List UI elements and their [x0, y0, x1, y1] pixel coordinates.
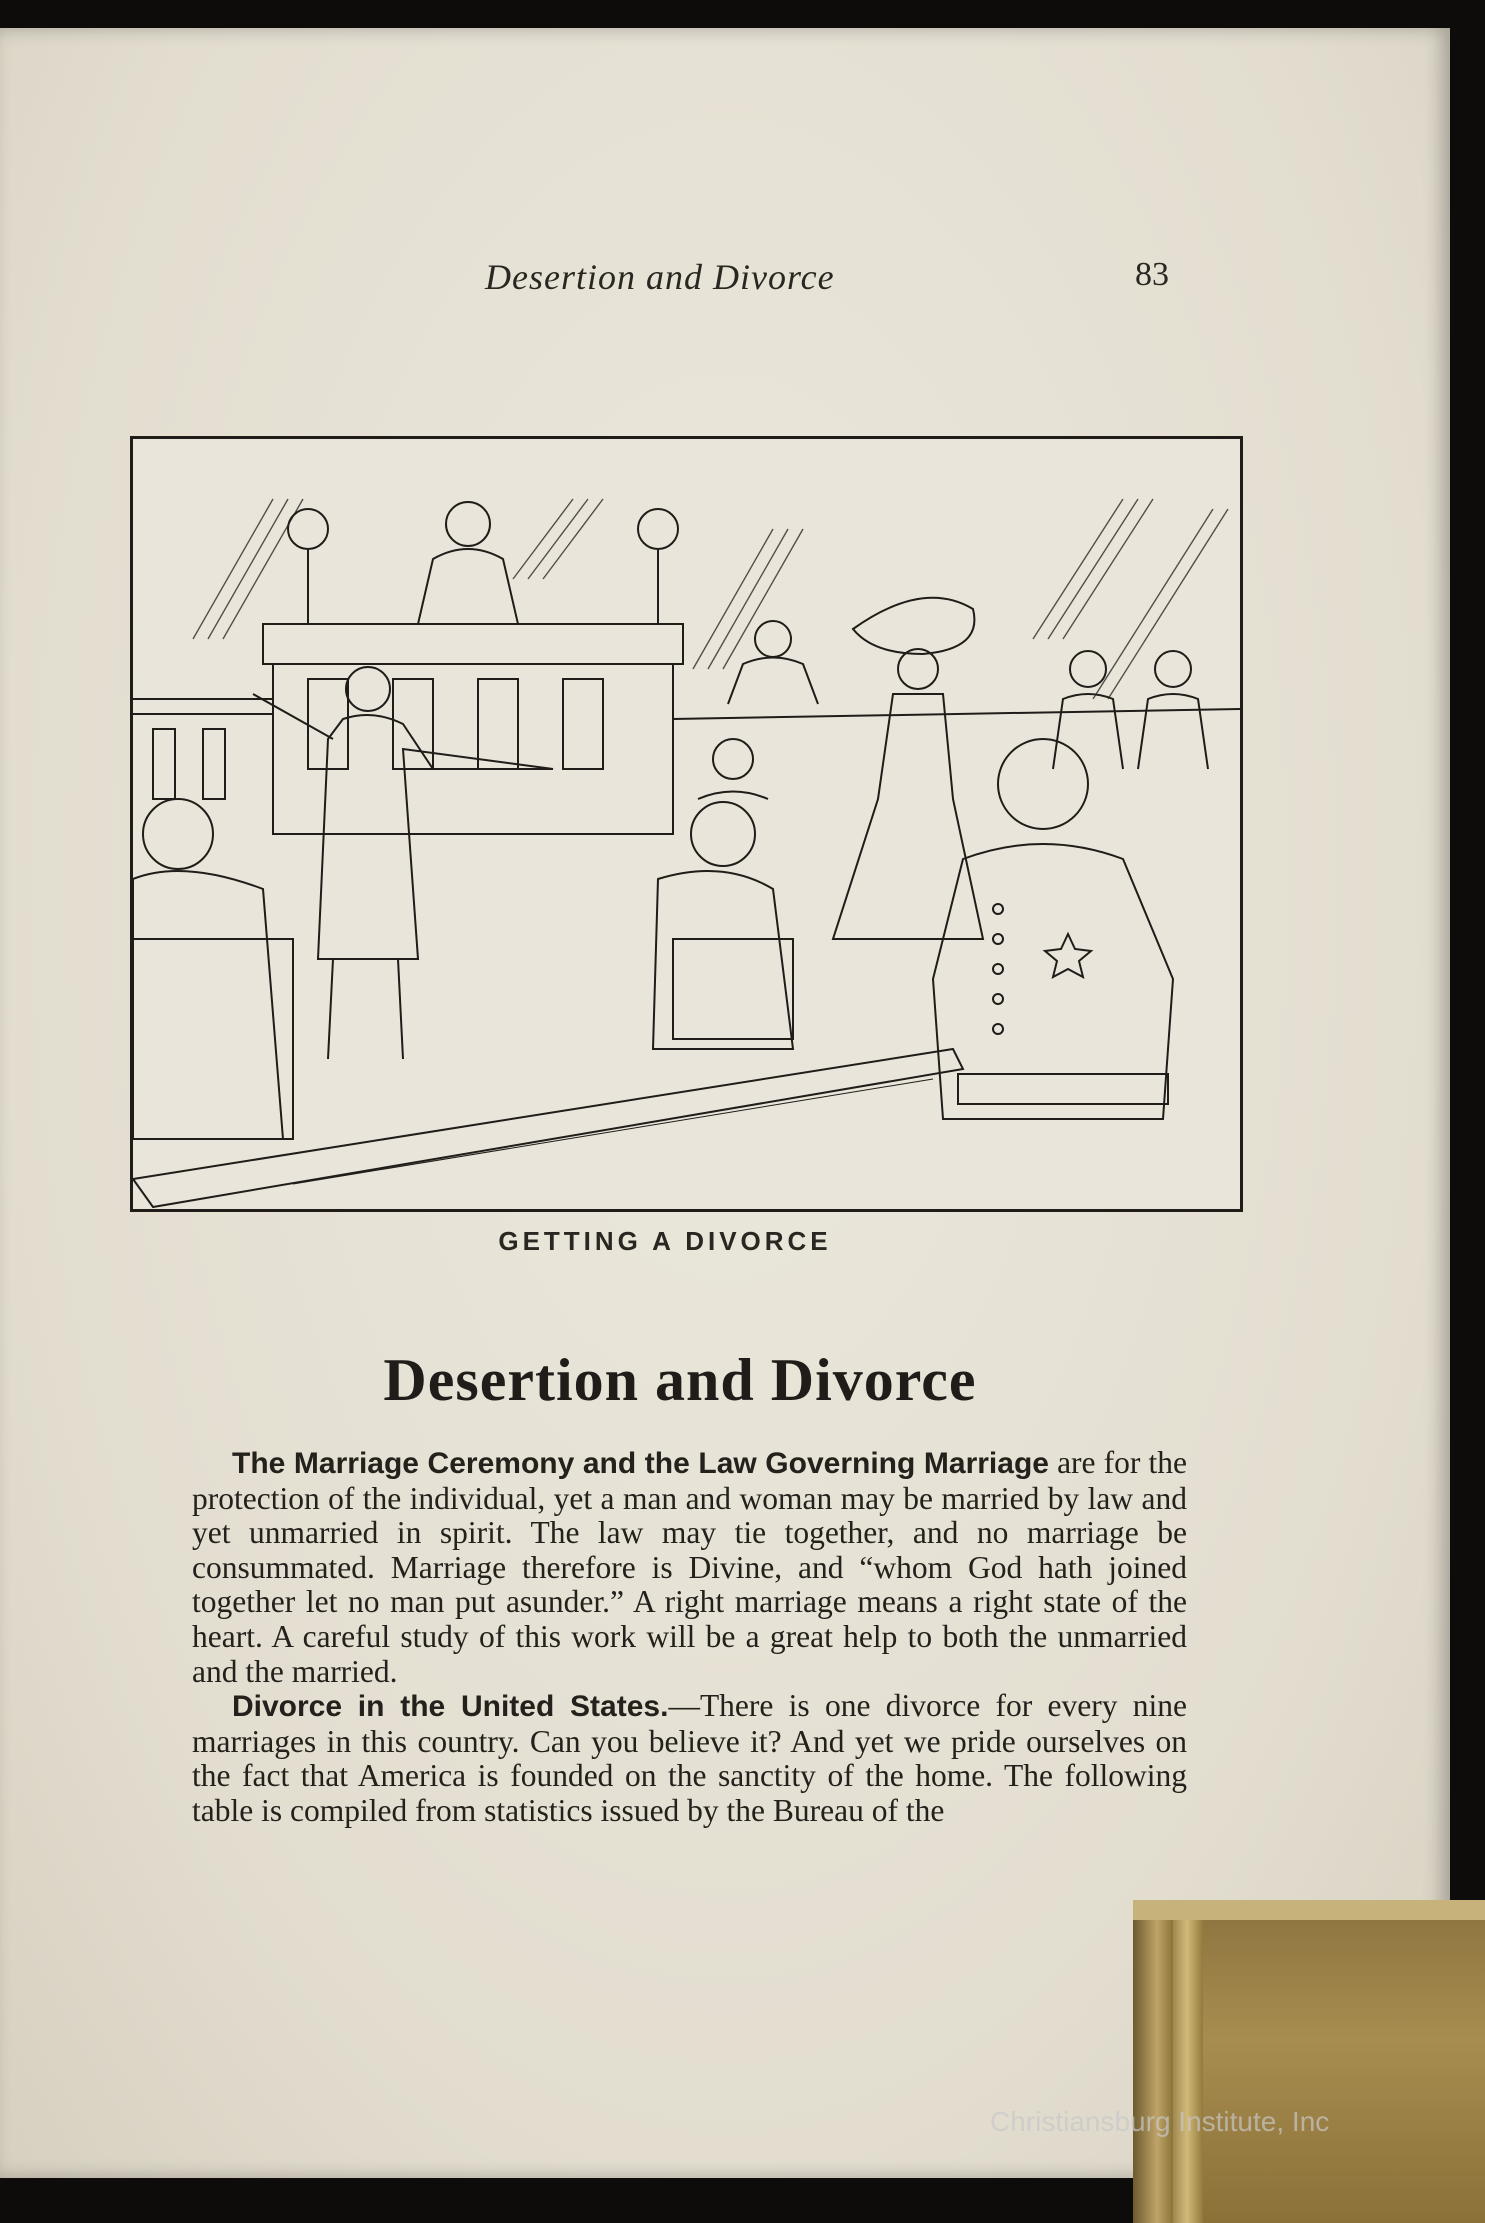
wall-hatching: [193, 499, 1228, 699]
paragraph: [192, 1446, 1187, 1689]
paragraph-lead: Divorce in the United States.: [232, 1690, 669, 1724]
right-lamp: [638, 509, 678, 549]
illustration-caption: GETTING A DIVORCE: [498, 1226, 832, 1256]
paragraph: [192, 1689, 1187, 1828]
courtroom-drawing: [133, 439, 1240, 1209]
foreground-table: [133, 1049, 963, 1207]
courtroom-illustration: [130, 436, 1243, 1212]
page-heading: Desertion and Divorce: [383, 1347, 977, 1413]
body-text: [192, 1446, 1187, 1829]
woman-hat: [853, 598, 974, 654]
lawyer: [346, 667, 390, 711]
policeman: [998, 739, 1088, 829]
running-title: Desertion and Divorce: [485, 257, 835, 297]
paragraph-text: are for the protection of the individual, yet a man and woman may be married by law and yet unmarried in spirit. The law may tie together, and no marriage be consummated. Marriage therefore is Divine, and “whom God hath joined together let no man put asunder.” A right marriage means a right state of the heart. A careful study of this work will be a great help to both the unmarried and the married.: [192, 1445, 1187, 1689]
paragraph-text: —There is one divorce for every nine marriages in this country. Can you believe it? And yet we pride ourselves on the fact that America is founded on the sanctity of the home. The following table is compiled from statistics issued by the Bureau of the: [192, 1688, 1187, 1828]
page-number: 83: [1135, 256, 1169, 293]
judge-bench: [273, 664, 673, 834]
watermark: Christiansburg Institute, Inc: [990, 2106, 1330, 2137]
left-lamp: [288, 509, 328, 549]
badge-star: [1045, 934, 1091, 977]
stacked-books: [1133, 1900, 1485, 2223]
judge: [446, 502, 490, 546]
paragraph-lead: The Marriage Ceremony and the Law Governing Marriage: [232, 1447, 1049, 1480]
book-page: [0, 28, 1450, 2178]
judge-bench-top: [263, 624, 683, 664]
running-head: [0, 228, 1450, 297]
